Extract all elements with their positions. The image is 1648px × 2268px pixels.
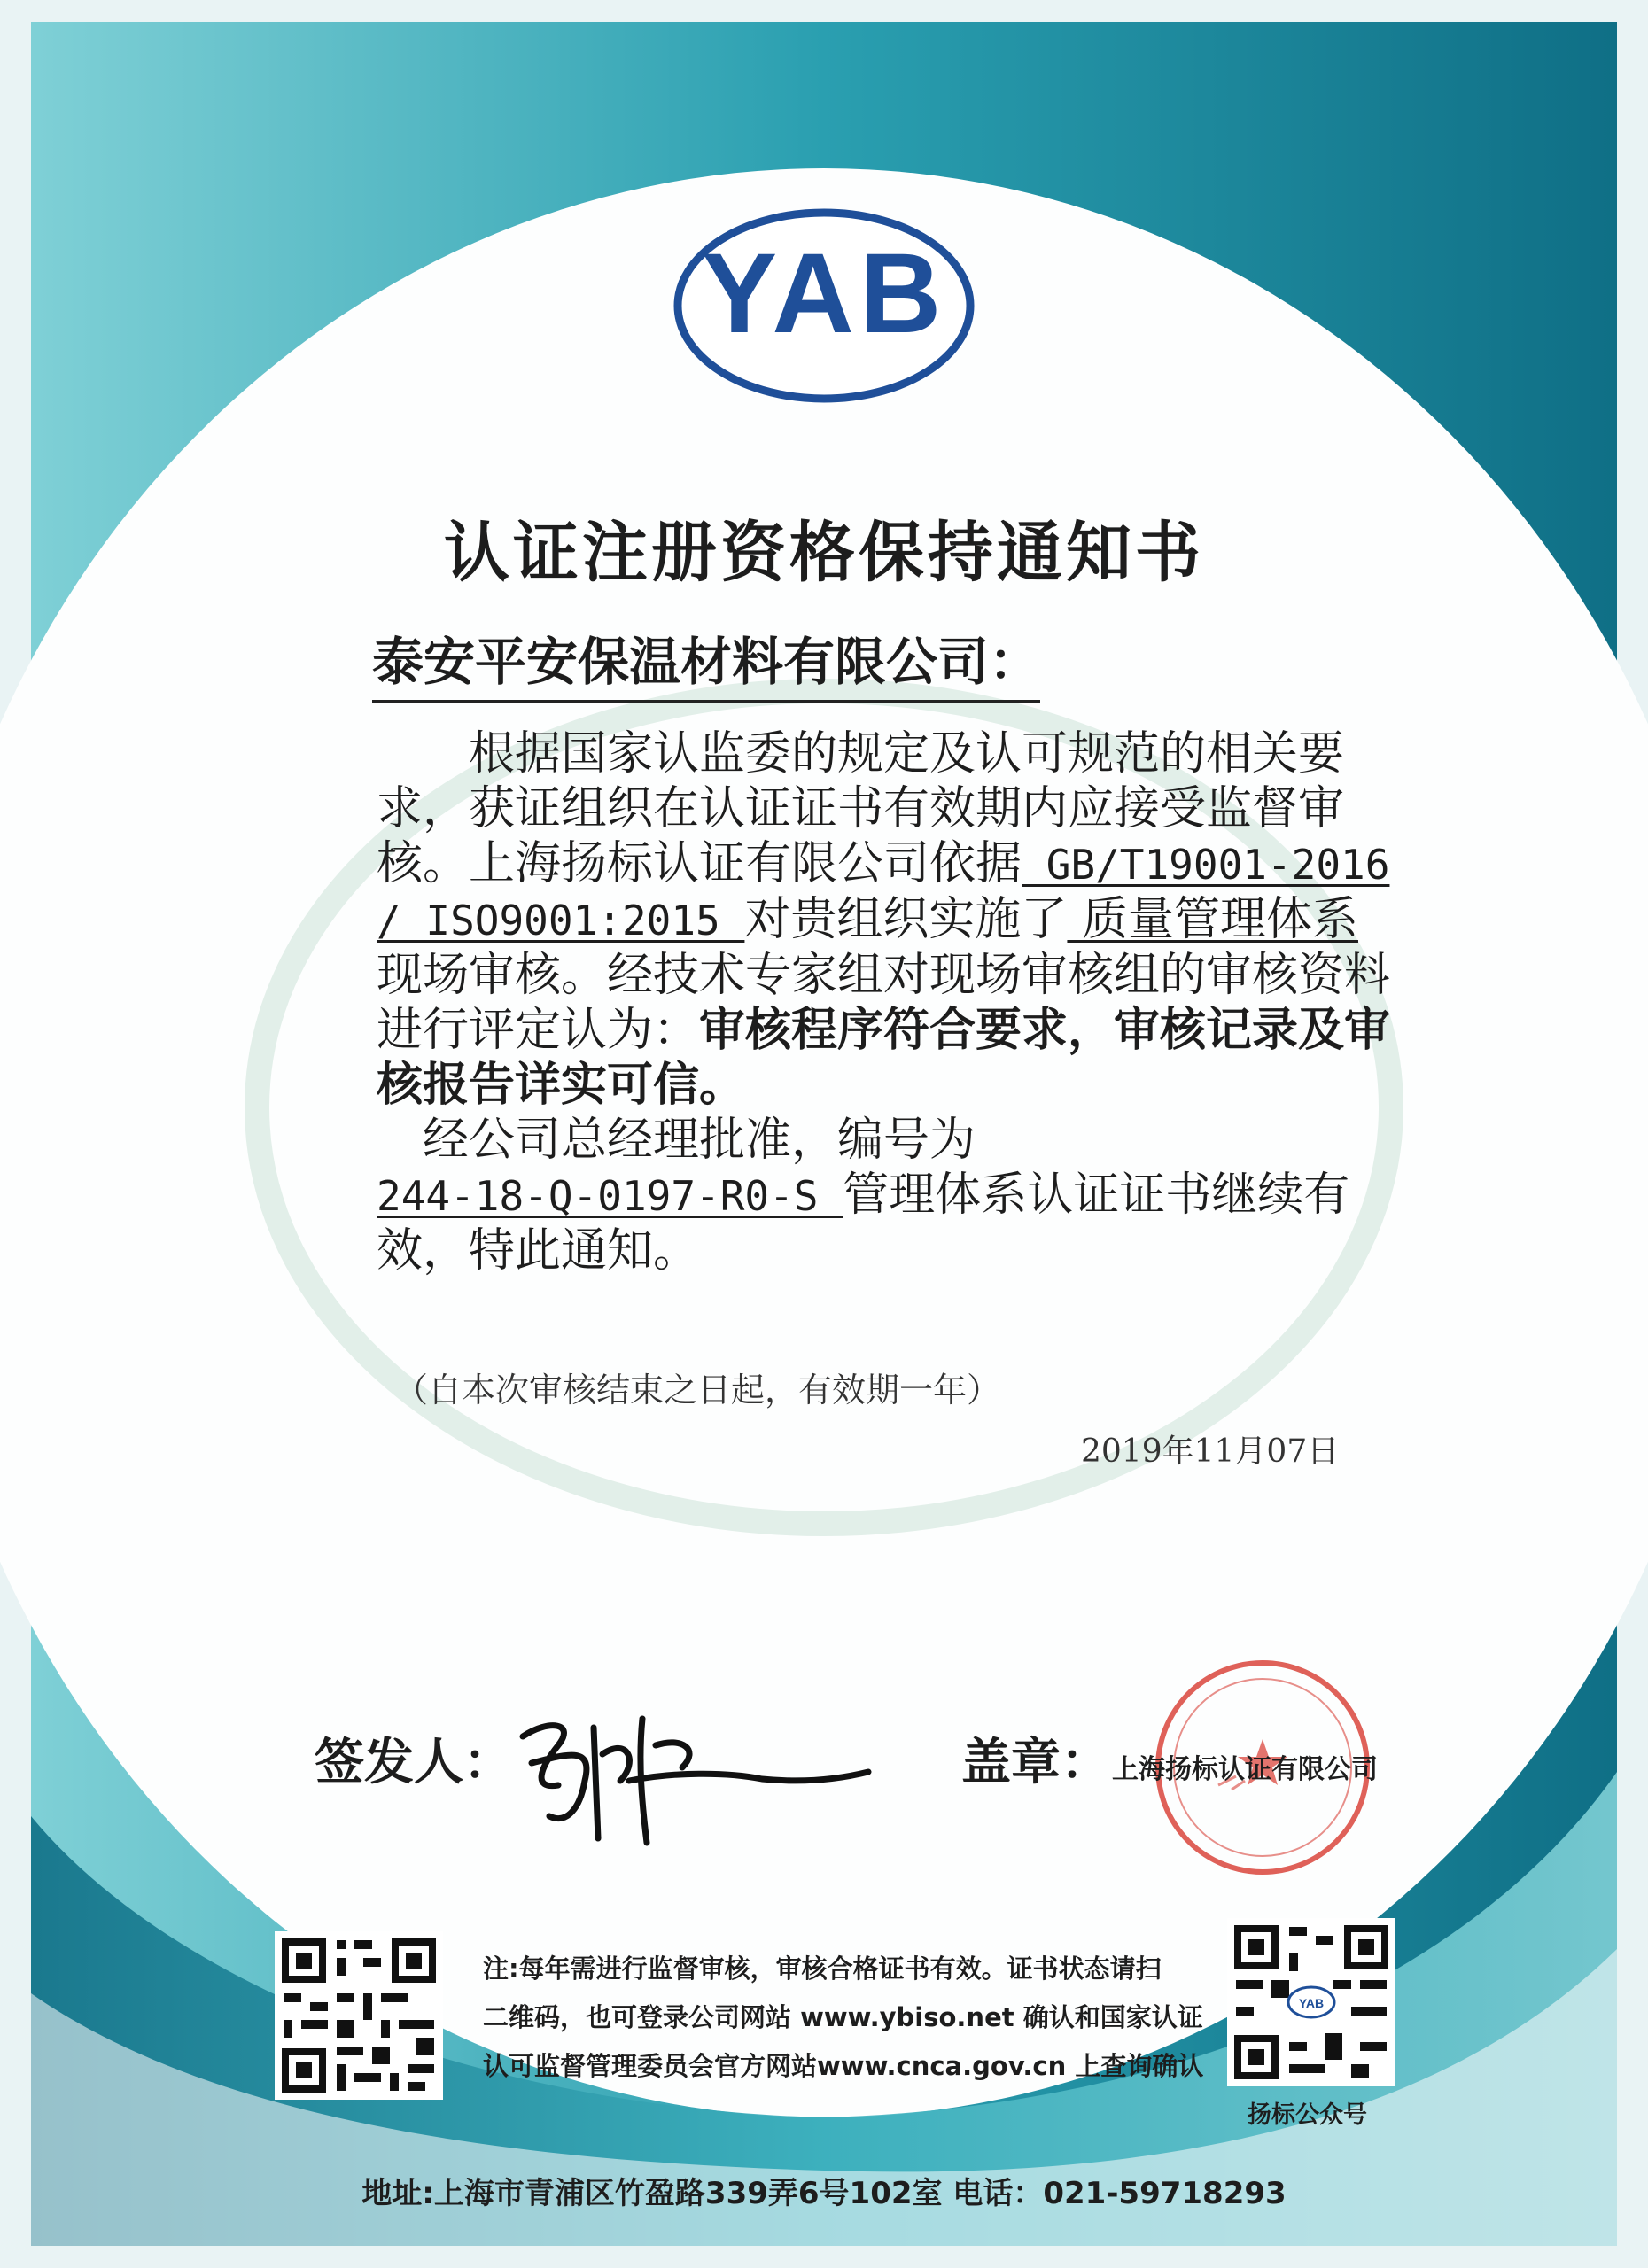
issue-date: 2019年11月07日 xyxy=(1081,1433,1340,1470)
body-text-2: 对贵组织实施了 xyxy=(744,893,1068,946)
issuing-company: 上海扬标认证有限公司 xyxy=(1112,1754,1378,1785)
management-system: 质量管理体系 xyxy=(1067,893,1358,946)
body-text-4: 经公司总经理批准，编号为 xyxy=(423,1114,976,1167)
address-line: 地址:上海市青浦区竹盈路339弄6号102室 电话：021-59718293 xyxy=(361,2176,1287,2211)
logo-yab: YAB xyxy=(701,230,947,357)
signer-label: 签发人： xyxy=(315,1734,513,1791)
notice-box xyxy=(483,1945,1209,2091)
validity-note: （自本次审核结束之日起，有效期一年） xyxy=(394,1371,1001,1410)
body-conclusion: 审核程序符合要求，审核记录及审核报告详实可信。 xyxy=(377,1003,1391,1112)
body-text-3: 现场审核。经技术专家组对现场审核组的审核资料进行评定认为： xyxy=(377,949,1391,1057)
qr-code-left xyxy=(275,1931,443,2100)
signature xyxy=(496,1683,886,1860)
seal-label: 盖章： xyxy=(961,1734,1110,1791)
recipient-company: 泰安平安保温材料有限公司： xyxy=(372,620,1040,703)
body-text-1: 根据国家认监委的规定及认可规范的相关要求，获证组织在认证证书有效期内应接受监督审核。上海扬标认证有限公司依据 xyxy=(377,727,1345,890)
document-title: 认证注册资格保持通知书 xyxy=(444,515,1204,591)
notice-body xyxy=(377,726,1395,1278)
standard-number: GB/T19001-2016 / ISO9001:2015 xyxy=(377,841,1390,944)
notice-line-3: 认可监督管理委员会官方网站www.cnca.gov.cn 上查询确认 xyxy=(483,2051,1204,2081)
qr-code-wechat xyxy=(1227,1918,1395,2086)
notice-line-2: 二维码，也可登录公司网站 www.ybiso.net 确认和国家认证 xyxy=(483,2002,1203,2032)
certificate-number: 244-18-Q-0197-R0-S xyxy=(377,1172,843,1220)
notice-line-1: 注:每年需进行监督审核，审核合格证书有效。证书状态请扫 xyxy=(483,1953,1162,1984)
body-text-5: 管理体系认证证书继续有效，特此通知。 xyxy=(377,1169,1350,1278)
svg-text:YAB: YAB xyxy=(1298,1996,1325,2010)
wechat-label: 扬标公众号 xyxy=(1248,2101,1367,2129)
